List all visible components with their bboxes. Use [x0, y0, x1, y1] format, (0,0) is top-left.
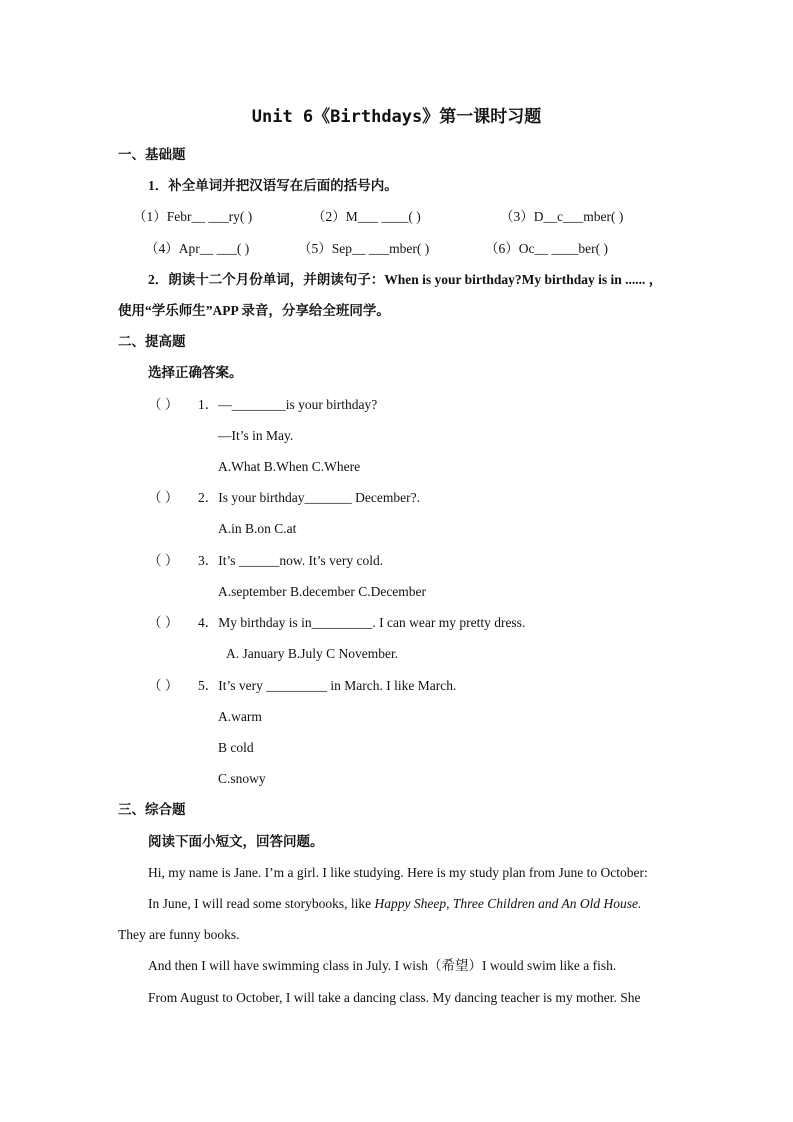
passage-paragraph-2-text: In June, I will read some storybooks, like: [148, 896, 375, 911]
question-3: 3．It’s ______now. It’s very cold.: [198, 553, 384, 568]
passage-paragraph-4: From August to October, I will take a dancing class. My dancing teacher is my mother. She: [148, 990, 641, 1005]
section2-heading: 二、提高题: [118, 334, 186, 349]
section3-instruction: 阅读下面小短文，回答问题。: [148, 834, 324, 849]
section1-heading: 一、基础题: [118, 147, 186, 162]
question-1-options: A.What B.When C.Where: [218, 459, 361, 474]
section3-heading: 三、综合题: [118, 802, 186, 817]
question-5-option-b: B cold: [218, 740, 254, 755]
passage-paragraph-2-continuation: They are funny books.: [118, 927, 240, 942]
q2-instruction-line1: 2．朗读十二个月份单词，并朗读句子：When is your birthday?My birthday is in ...... ，: [148, 272, 663, 287]
question-5-option-c: C.snowy: [218, 771, 266, 786]
section2-instruction: 选择正确答案。: [148, 365, 243, 380]
answer-bracket-5[interactable]: （ ）: [148, 678, 179, 693]
answer-bracket-3[interactable]: （ ）: [148, 553, 179, 568]
passage-paragraph-1: Hi, my name is Jane. I’m a girl. I like studying. Here is my study plan from June to October:: [148, 865, 648, 880]
question-5: 5．It’s very _________ in March. I like March.: [198, 678, 457, 693]
fill-item-5: （5）Sep__ ___mber( ): [298, 241, 430, 256]
question-3-options: A.september B.december C.December: [218, 584, 427, 599]
book-title-happy-sheep: Happy Sheep: [374, 896, 447, 911]
fill-item-3: （3）D__c___mber( ): [500, 209, 624, 224]
fill-item-2: （2）M___ ____( ): [312, 209, 421, 224]
answer-bracket-4[interactable]: （ ）: [148, 615, 179, 630]
question-2-options: A.in B.on C.at: [218, 521, 297, 536]
question-4: 4．My birthday is in_________. I can wear my pretty dress.: [198, 615, 526, 630]
book-title-three-children: Three Children and An Old House.: [452, 896, 642, 911]
page-title: Unit 6《Birthdays》第一课时习题: [251, 107, 542, 127]
question-2: 2．Is your birthday_______ December?.: [198, 490, 420, 505]
question-5-option-a: A.warm: [218, 709, 262, 724]
passage-paragraph-3: And then I will have swimming class in July. I wish（希望）I would swim like a fish.: [148, 958, 617, 973]
q2-instruction-line2: 使用“学乐师生”APP 录音，分享给全班同学。: [118, 303, 390, 318]
fill-item-1: （1）Febr__ ___ry( ): [133, 209, 253, 224]
book-title-separator: ,: [446, 896, 453, 911]
answer-bracket-1[interactable]: （ ）: [148, 397, 179, 412]
q1-instruction: 1．补全单词并把汉语写在后面的括号内。: [148, 178, 398, 193]
fill-item-4: （4）Apr__ ___( ): [145, 241, 250, 256]
question-4-options: A. January B.July C November.: [226, 646, 399, 661]
question-1-reply: —It’s in May.: [218, 428, 294, 443]
fill-item-6: （6）Oc__ ____ber( ): [485, 241, 608, 256]
passage-paragraph-2: [148, 895, 641, 913]
question-1: 1．—________is your birthday?: [198, 397, 378, 412]
answer-bracket-2[interactable]: （ ）: [148, 490, 179, 505]
